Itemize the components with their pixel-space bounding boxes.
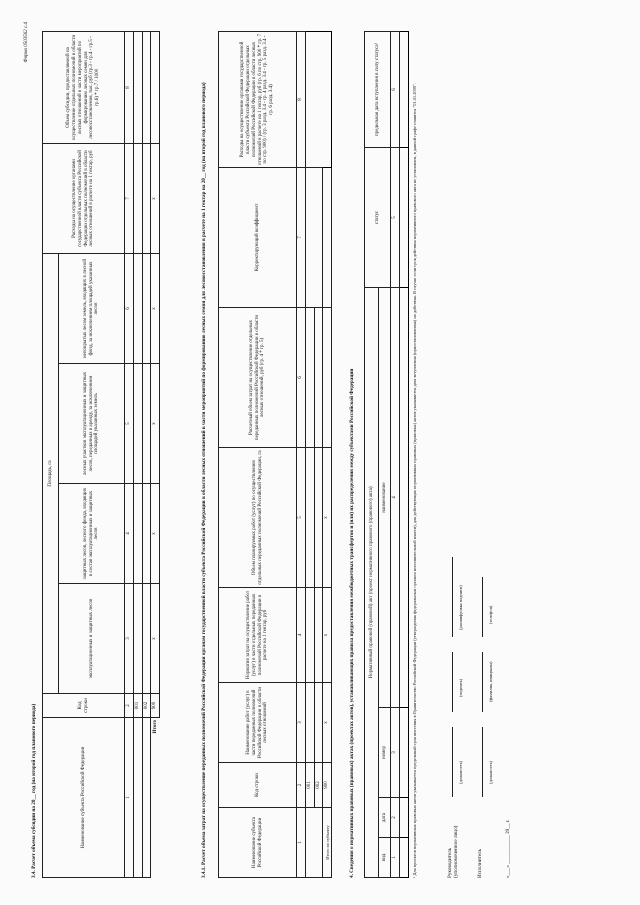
form-label: Форма 0503562 с.4 bbox=[24, 22, 29, 63]
th-status: статус bbox=[365, 147, 391, 287]
th-works: Наименование работ (услуг) в части переданных полномочий Российской Федерации в области лесных отношений bbox=[219, 683, 297, 763]
th-number: номер bbox=[379, 708, 391, 798]
table-row bbox=[133, 31, 142, 877]
col-number: 3 bbox=[391, 708, 400, 798]
col-number: 3 bbox=[125, 584, 134, 694]
th-row-code: Код строки bbox=[219, 763, 297, 808]
row-code: 900 bbox=[323, 763, 332, 808]
col-number: 7 bbox=[297, 168, 306, 308]
total-label: Итого bbox=[151, 718, 160, 878]
table-3-4-1 bbox=[218, 31, 332, 878]
th-area: Площадь, га bbox=[43, 253, 59, 693]
col-number: 1 bbox=[391, 838, 400, 878]
th-area-total: эксплуатационных и защитных лесов bbox=[59, 584, 125, 694]
head-label: Руководитель (уполномоченное лицо) bbox=[447, 825, 459, 878]
col-number: 2 bbox=[297, 763, 306, 808]
col-number: 4 bbox=[125, 484, 134, 584]
section-3-4-1-title: 3.4.1. Расчет объема затрат на осуществление переданных полномочий Российской Федерации органам государственной власти субъекта Российской Федерации в области лесных отношений в части мероприятий по формированию лесных семян для лесовосстановления в расчете на 1 гектар на 20__ год (на второй год планового периода) bbox=[201, 82, 207, 878]
col-number: 4 bbox=[297, 588, 306, 683]
footnote: ¹ Для проектов нормативных правовых актов указывается предельный срок внесения в Правительство Российской Федерации (утверждения федеральным органом исполнительной власти), для действующих нормативных правовых (правовых) актов указывается дата вступления (приостановления) их действия. В случае если срок действия нормативного правового акта не установлен, в данной графе ставится "01.01.2099". bbox=[412, 83, 417, 878]
th-area-leased: лесных участков эксплуатационных и защитных лесов, переданных в аренду, за исключением площадей указанных земель bbox=[59, 364, 125, 484]
table-row bbox=[305, 32, 314, 878]
th-row-code: Код строки bbox=[43, 694, 125, 718]
col-number: 6 bbox=[391, 31, 400, 147]
th-title: наименование bbox=[379, 287, 391, 707]
col-number: 3 bbox=[297, 683, 306, 763]
fio-caption: (фамилия, инициалы) bbox=[488, 661, 493, 702]
col-number: 6 bbox=[297, 308, 306, 448]
x-mark: x bbox=[151, 143, 160, 253]
col-number: 5 bbox=[125, 364, 134, 484]
x-mark: x bbox=[151, 364, 160, 484]
x-mark: x bbox=[151, 484, 160, 584]
col-number: 2 bbox=[125, 694, 134, 718]
position-caption: (должность) bbox=[488, 760, 493, 784]
th-coef: Корректирующий коэффициент bbox=[219, 168, 297, 308]
col-number: 7 bbox=[125, 143, 134, 253]
table-row bbox=[399, 31, 408, 877]
col-number: 1 bbox=[297, 808, 306, 878]
th-volume: Объем планируемых работ (услуг) по осуществлению отдельных переданных полномочий Российской Федерации, га bbox=[219, 448, 297, 588]
section-4-title: 4. Сведения о нормативных правовых (правовых) актах (проектах актов), устанавливающих правила предоставления межбюджетных трансфертов и (или) их распределения между субъектами Российской Федерации bbox=[349, 368, 355, 878]
phone-caption: (телефон) bbox=[488, 605, 493, 624]
th-final: Расходы на осуществление органами государственной власти субъекта Российской Федерации отдельных полномочий Российской Федерации в области лесных отношений в расчете на 1 гектар, руб (гр. 6 по стр. 900 * гр. 7 по стр. 900) / (гр. 3 разд. 3.4 - гр. 4 разд. 3.4 - гр. 5 разд. 3.4 - гр. 6 разд. 3.4) bbox=[219, 32, 297, 168]
col-number: 8 bbox=[125, 31, 134, 143]
col-number: 6 bbox=[125, 253, 134, 363]
col-number: 8 bbox=[297, 32, 306, 168]
th-valid-date: предельная дата вступления в силу статуса¹ bbox=[365, 31, 391, 147]
th-calc: Расчетный объем затрат на осуществление отдельных переданных полномочий Российской Федерации в области лесных отношений, руб (гр. 4 * гр. 5) bbox=[219, 308, 297, 448]
table-row bbox=[142, 31, 151, 877]
th-date: дата bbox=[379, 798, 391, 838]
col-number: 5 bbox=[391, 147, 400, 287]
col-number: 4 bbox=[391, 287, 400, 707]
th-act: Нормативный правовой (правовой) акт (проект нормативного правового (правового) акта) bbox=[365, 287, 379, 877]
section-3-4-title: 3.4. Расчет объема субсидии на 20__ год (на второй год планового периода) bbox=[31, 703, 37, 878]
x-mark: x bbox=[323, 448, 332, 588]
x-mark: x bbox=[151, 584, 160, 694]
th-type: вид bbox=[379, 838, 391, 878]
th-area-nonforest: непокрытых лесом земель, входящих в лесной фонд, за исключением площадей указанных лесов bbox=[59, 253, 125, 363]
rotated-form-sheet bbox=[20, 12, 620, 892]
total-label: Итого по субъекту bbox=[323, 808, 332, 878]
table-3-4 bbox=[42, 31, 160, 878]
total-row bbox=[151, 31, 160, 877]
col-number: 1 bbox=[125, 718, 134, 878]
executor-label: Исполнитель bbox=[477, 848, 483, 878]
th-subsidy-amount: Объем субсидии, предоставляемой на осуществление отдельных полномочий в области лесных отношений в части мероприятий по формированию лесных семян для лесовосстановления, тыс. руб (гр.3 - гр.4 - гр.5 - гр.6) * гр.7 / 1000 bbox=[43, 31, 125, 143]
row-code: 001 bbox=[133, 694, 142, 718]
th-cost-per-ha: Расходы на осуществление органами государственной власти субъекта Российской Федерации отдельных полномочий в области лесных отношений в расчете на 1 гектар, руб bbox=[43, 143, 125, 253]
th-subject-name: Наименование субъекта Российской Федерации bbox=[219, 808, 297, 878]
signature-date: «___» ___________ 20__ г. bbox=[505, 819, 511, 878]
signature-caption: (подпись) bbox=[458, 678, 463, 697]
col-number: 5 bbox=[297, 448, 306, 588]
th-area-protective: защитных лесов, лесного фонда, входящих в состав эксплуатационных и защитных лесов bbox=[59, 484, 125, 584]
col-number: 2 bbox=[391, 798, 400, 838]
decoding-caption: (расшифровка подписи) bbox=[458, 585, 463, 630]
x-mark: x bbox=[323, 588, 332, 683]
th-subject-name: Наименование субъекта Российской Федерации bbox=[43, 718, 125, 878]
row-code: 002 bbox=[314, 763, 323, 808]
x-mark: x bbox=[151, 253, 160, 363]
x-mark: x bbox=[323, 683, 332, 763]
position-caption: (должность) bbox=[458, 760, 463, 784]
th-norm: Норматив затрат на осуществление работ (услуг) в части отдельных переданных полномочий Российской Федерации в расчете на 1 гектар, руб bbox=[219, 588, 297, 683]
row-code: 002 bbox=[142, 694, 151, 718]
row-code: 900 bbox=[151, 694, 160, 718]
table-4 bbox=[364, 31, 409, 878]
row-code: 001 bbox=[305, 763, 314, 808]
